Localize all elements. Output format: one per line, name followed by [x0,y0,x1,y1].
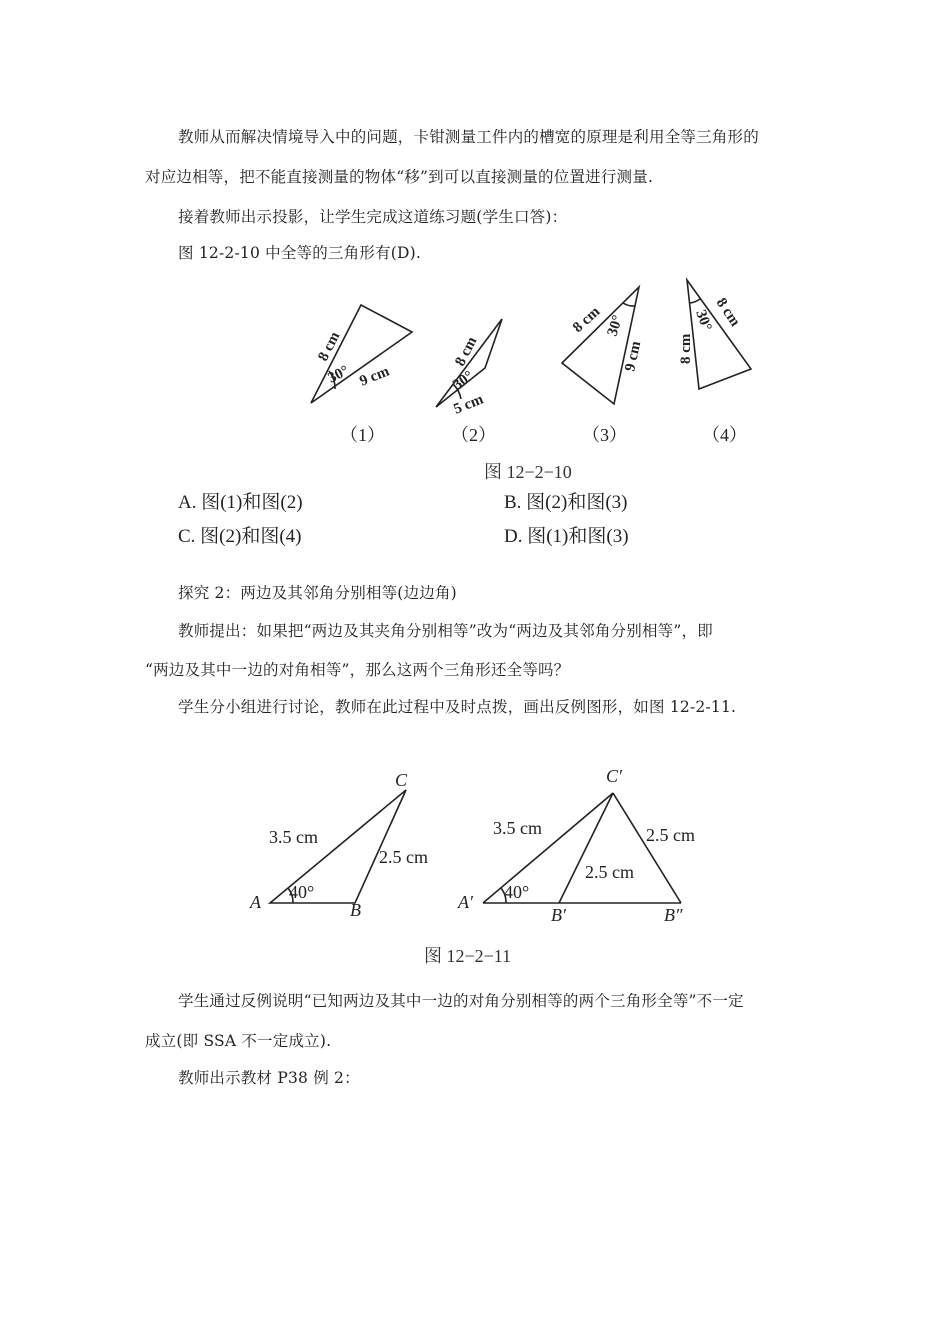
paragraph-line: 接着教师出示投影，让学生完成这道练习题(学生口答)： [178,208,568,226]
left-side-bc-label: 2.5 cm [379,847,428,867]
point-b-double-prime-label: B″ [664,905,683,925]
triangle-1-number: （1） [340,425,385,445]
right-side-bc-label: 2.5 cm [585,862,634,882]
paragraph-line: 教师从而解决情境导入中的问题，卡钳测量工件内的槽宽的原理是利用全等三角形的 [178,128,759,146]
figure-12-2-10 [295,270,775,470]
option-d: D. 图(1)和图(3) [504,526,629,547]
figure-caption: 图 12−2−11 [424,946,512,966]
triangle-1-side-b-label: 9 cm [357,363,392,390]
triangle-2-side-a-label: 8 cm [452,334,481,369]
triangle-2-number: （2） [451,425,496,445]
paragraph-line: 教师出示教材 P38 例 2： [178,1069,360,1087]
paragraph-line: 教师提出：如果把“两边及其夹角分别相等”改为“两边及其邻角分别相等”，即 [178,622,713,640]
paragraph-line: 学生分小组进行讨论，教师在此过程中及时点拨，画出反例图形，如图 12-2-11. [178,698,737,716]
right-side-ac-label: 3.5 cm [493,818,542,838]
triangle-3-side-a-label: 8 cm [569,303,604,336]
triangle-4-number: （4） [702,425,747,445]
point-b-prime-label: B′ [551,905,566,925]
triangle-2-side-b-label: 5 cm [451,391,486,418]
paragraph-line: 学生通过反例说明“已知两边及其中一边的对角分别相等的两个三角形全等”不一定 [178,992,744,1010]
left-angle-label: 40° [289,882,315,902]
right-triangle-side-ac [483,793,613,903]
right-side-b2c-label: 2.5 cm [646,825,695,845]
figure-12-2-11 [245,760,725,930]
triangle-1-side-a-label: 8 cm [315,329,344,364]
triangle-3-angle-label: 30° [604,313,627,339]
triangle-3-number: （3） [582,425,627,445]
figure-caption: 图 12−2−10 [484,462,572,482]
triangle-3-side-b-label: 9 cm [622,339,645,373]
point-c-prime-label: C′ [606,766,622,786]
paragraph-line: 图 12-2-10 中全等的三角形有(D). [178,244,421,262]
triangle-3-angle-arc [623,303,635,306]
paragraph-line: 对应边相等，把不能直接测量的物体“移”到可以直接测量的位置进行测量. [145,168,654,186]
paragraph-line: “两边及其中一边的对角相等”，那么这两个三角形还全等吗？ [145,661,570,679]
right-triangle-side-b2c [613,793,681,903]
point-a-label: A [250,892,261,912]
point-a-prime-label: A′ [458,892,473,912]
triangle-4-shape [687,280,751,389]
point-b-label: B [350,900,361,920]
option-c: C. 图(2)和图(4) [178,526,302,547]
paragraph-line: 成立(即 SSA 不一定成立). [145,1032,332,1050]
right-triangle-side-bc [559,793,613,903]
option-b: B. 图(2)和图(3) [504,492,628,513]
option-a: A. 图(1)和图(2) [178,492,303,513]
left-side-ac-label: 3.5 cm [269,827,318,847]
triangle-4-angle-label: 30° [692,307,715,334]
triangle-1-angle-label: 30° [325,362,352,387]
triangle-4-angle-arc [690,299,700,303]
triangle-4-side-b-label: 8 cm [678,333,694,364]
triangle-4-side-a-label: 8 cm [712,295,743,330]
point-c-label: C [395,770,408,790]
right-angle-label: 40° [504,882,530,902]
section-heading: 探究 2：两边及其邻角分别相等(边边角) [178,584,457,602]
triangle-2-angle-label: 30° [450,368,477,394]
